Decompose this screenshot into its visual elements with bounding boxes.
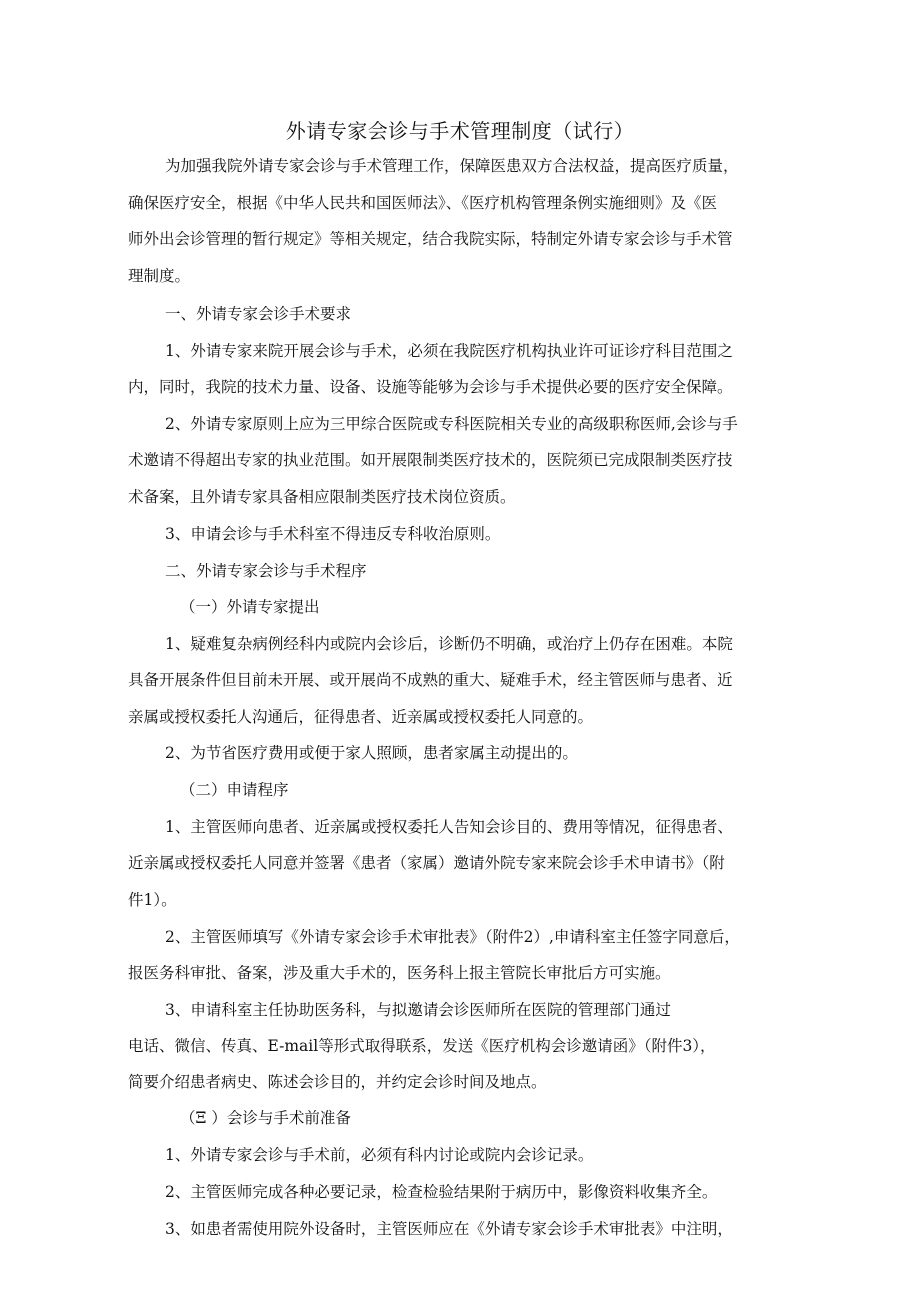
paragraph-line: 2、外请专家原则上应为三甲综合医院或专科医院相关专业的高级职称医师,会诊与手 — [165, 415, 738, 433]
paragraph-line: 具备开展条件但目前未开展、或开展尚不成熟的重大、疑难手术，经主管医师与患者、近 — [128, 671, 733, 689]
paragraph-line: 亲属或授权委托人沟通后，征得患者、近亲属或授权委托人同意的。 — [128, 708, 594, 726]
paragraph-line: 内，同时，我院的技术力量、设备、设施等能够为会诊与手术提供必要的医疗安全保障。 — [128, 378, 733, 396]
paragraph-line: 1、外请专家来院开展会诊与手术，必须在我院医疗机构执业许可证诊疗科目范围之 — [165, 342, 733, 360]
paragraph-line: 确保医疗安全，根据《中华人民共和国医师法》、《医疗机构管理条例实施细则》及《医 — [128, 194, 718, 212]
paragraph-line: 1、疑难复杂病例经科内或院内会诊后，诊断仍不明确，或治疗上仍存在困难。本院 — [165, 635, 733, 653]
paragraph-line: 简要介绍患者病史、陈述会诊目的，并约定会诊时间及地点。 — [128, 1073, 547, 1091]
subsection-heading: （二）申请程序 — [180, 781, 289, 799]
paragraph-line: 电话、微信、传真、E-mail等形式取得联系，发送《医疗机构会诊邀请函》（附件3）， — [128, 1037, 716, 1055]
paragraph-line: 师外出会诊管理的暂行规定》等相关规定，结合我院实际，特制定外请专家会诊与手术管 — [128, 230, 733, 248]
paragraph-line: 3、如患者需使用院外设备时，主管医师应在《外请专家会诊手术审批表》中注明， — [165, 1220, 733, 1238]
paragraph-line: 术备案，且外请专家具备相应限制类医疗技术岗位资质。 — [128, 488, 516, 506]
paragraph-line: 件1）。 — [128, 891, 177, 909]
paragraph-line: 1、主管医师向患者、近亲属或授权委托人告知会诊目的、费用等情况，征得患者、 — [165, 818, 733, 836]
subsection-heading: （一）外请专家提出 — [180, 598, 320, 616]
paragraph-line: 术邀请不得超出专家的执业范围。如开展限制类医疗技术的，医院须已完成限制类医疗技 — [128, 451, 733, 469]
paragraph-line: 2、主管医师填写《外请专家会诊手术审批表》（附件2）,申请科室主任签字同意后， — [165, 928, 740, 946]
paragraph-line: 3、申请会诊与手术科室不得违反专科收治原则。 — [165, 525, 501, 543]
paragraph-line: 为加强我院外请专家会诊与手术管理工作，保障医患双方合法权益，提高医疗质量， — [165, 157, 739, 175]
subsection-heading: （Ξ ）会诊与手术前准备 — [180, 1109, 351, 1127]
paragraph-line: 报医务科审批、备案，涉及重大手术的，医务科上报主管院长审批后方可实施。 — [128, 964, 671, 982]
page-title: 外请专家会诊与手术管理制度（试行） — [285, 119, 635, 143]
paragraph-line: 1、外请专家会诊与手术前，必须有科内讨论或院内会诊记录。 — [165, 1146, 594, 1164]
paragraph-line: 2、为节省医疗费用或便于家人照顾，患者家属主动提出的。 — [165, 744, 578, 762]
paragraph-line: 3、申请科室主任协助医务科，与拟邀请会诊医师所在医院的管理部门通过 — [165, 1001, 671, 1019]
section-heading: 一、外请专家会诊手术要求 — [165, 305, 352, 323]
paragraph-line: 近亲属或授权委托人同意并签署《患者（家属）邀请外院专家来院会诊手术申请书》（附 — [128, 854, 725, 872]
section-heading: 二、外请专家会诊与手术程序 — [165, 562, 367, 580]
paragraph-line: 理制度。 — [128, 267, 191, 285]
paragraph-line: 2、主管医师完成各种必要记录，检查检验结果附于病历中，影像资料收集齐全。 — [165, 1183, 718, 1201]
